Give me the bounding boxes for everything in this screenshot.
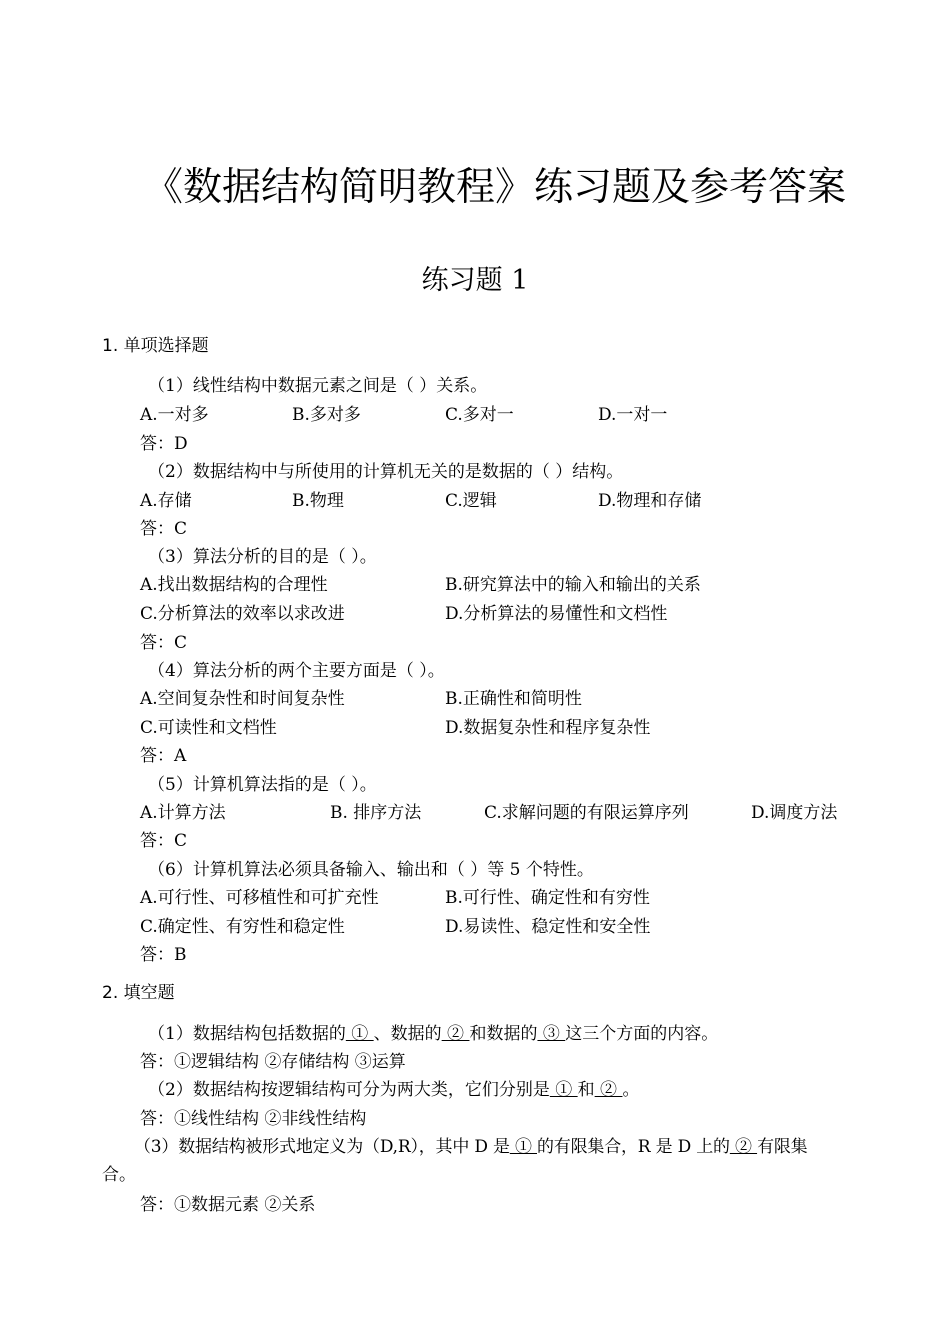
blank: ② [594, 1080, 623, 1100]
question-stem: （5）计算机算法指的是（ ）。 [148, 775, 377, 795]
option: A.空间复杂性和时间复杂性 [140, 689, 345, 709]
option: B.研究算法中的输入和输出的关系 [445, 575, 701, 595]
answer: 答：①逻辑结构 ②存储结构 ③运算 [140, 1052, 406, 1072]
blank: ② [729, 1137, 758, 1157]
blank: ① [549, 1080, 578, 1100]
question-stem: （3）算法分析的目的是（ ）。 [148, 547, 377, 567]
option: A.存储 [140, 491, 192, 511]
answer: 答：①数据元素 ②关系 [140, 1195, 316, 1215]
answer: 答：C [140, 519, 188, 539]
option: D.数据复杂性和程序复杂性 [445, 718, 651, 738]
option: C.确定性、有穷性和稳定性 [140, 917, 345, 937]
answer: 答：B [140, 945, 187, 965]
blank: ① [509, 1137, 537, 1157]
option: B.可行性、确定性和有穷性 [445, 888, 650, 908]
blank: ① [345, 1024, 374, 1044]
blank: ② [441, 1024, 470, 1044]
blank: ③ [537, 1024, 566, 1044]
document-title: 《数据结构简明教程》练习题及参考答案 [143, 165, 846, 210]
option: B. 排序方法 [330, 803, 422, 823]
chapter-title: 练习题 1 [421, 265, 529, 296]
option: B.正确性和简明性 [445, 689, 582, 709]
option: B.物理 [292, 491, 344, 511]
option: B.多对多 [292, 405, 361, 425]
fill-question: （1）数据结构包括数据的 ① 、数据的 ② 和数据的 ③ 这三个方面的内容。 [148, 1024, 719, 1044]
option: C.分析算法的效率以求改进 [140, 604, 345, 624]
option: A.计算方法 [140, 803, 226, 823]
answer: 答：A [140, 746, 187, 766]
option: C.逻辑 [445, 491, 497, 511]
question-stem: （4）算法分析的两个主要方面是（ ）。 [148, 661, 445, 681]
option: D.一对一 [598, 405, 668, 425]
answer: 答：D [140, 434, 188, 454]
option: A.一对多 [140, 405, 209, 425]
option: D.调度方法 [751, 803, 838, 823]
answer: 答：C [140, 831, 188, 851]
option: D.易读性、稳定性和安全性 [445, 917, 651, 937]
option: C.求解问题的有限运算序列 [484, 803, 689, 823]
fill-question: （3）数据结构被形式地定义为（D,R），其中 D 是 ① 的有限集合，R 是 D 上的 ② 有限集 [134, 1137, 808, 1157]
option: D.物理和存储 [598, 491, 702, 511]
section-heading-fill: 2. 填空题 [102, 983, 175, 1003]
question-stem: （2）数据结构中与所使用的计算机无关的是数据的（ ）结构。 [148, 462, 624, 482]
question-stem: （1）线性结构中数据元素之间是（ ）关系。 [148, 376, 488, 396]
fill-question-continuation: 合。 [102, 1165, 136, 1185]
option: C.多对一 [445, 405, 514, 425]
option: D.分析算法的易懂性和文档性 [445, 604, 668, 624]
question-stem: （6）计算机算法必须具备输入、输出和（ ）等 5 个特性。 [148, 860, 594, 880]
answer: 答：C [140, 633, 188, 653]
answer: 答：①线性结构 ②非线性结构 [140, 1109, 367, 1129]
section-heading-choice: 1. 单项选择题 [102, 336, 209, 356]
option: C.可读性和文档性 [140, 718, 277, 738]
option: A.找出数据结构的合理性 [140, 575, 328, 595]
fill-question: （2）数据结构按逻辑结构可分为两大类，它们分别是 ① 和 ② 。 [148, 1080, 640, 1100]
option: A.可行性、可移植性和可扩充性 [140, 888, 379, 908]
